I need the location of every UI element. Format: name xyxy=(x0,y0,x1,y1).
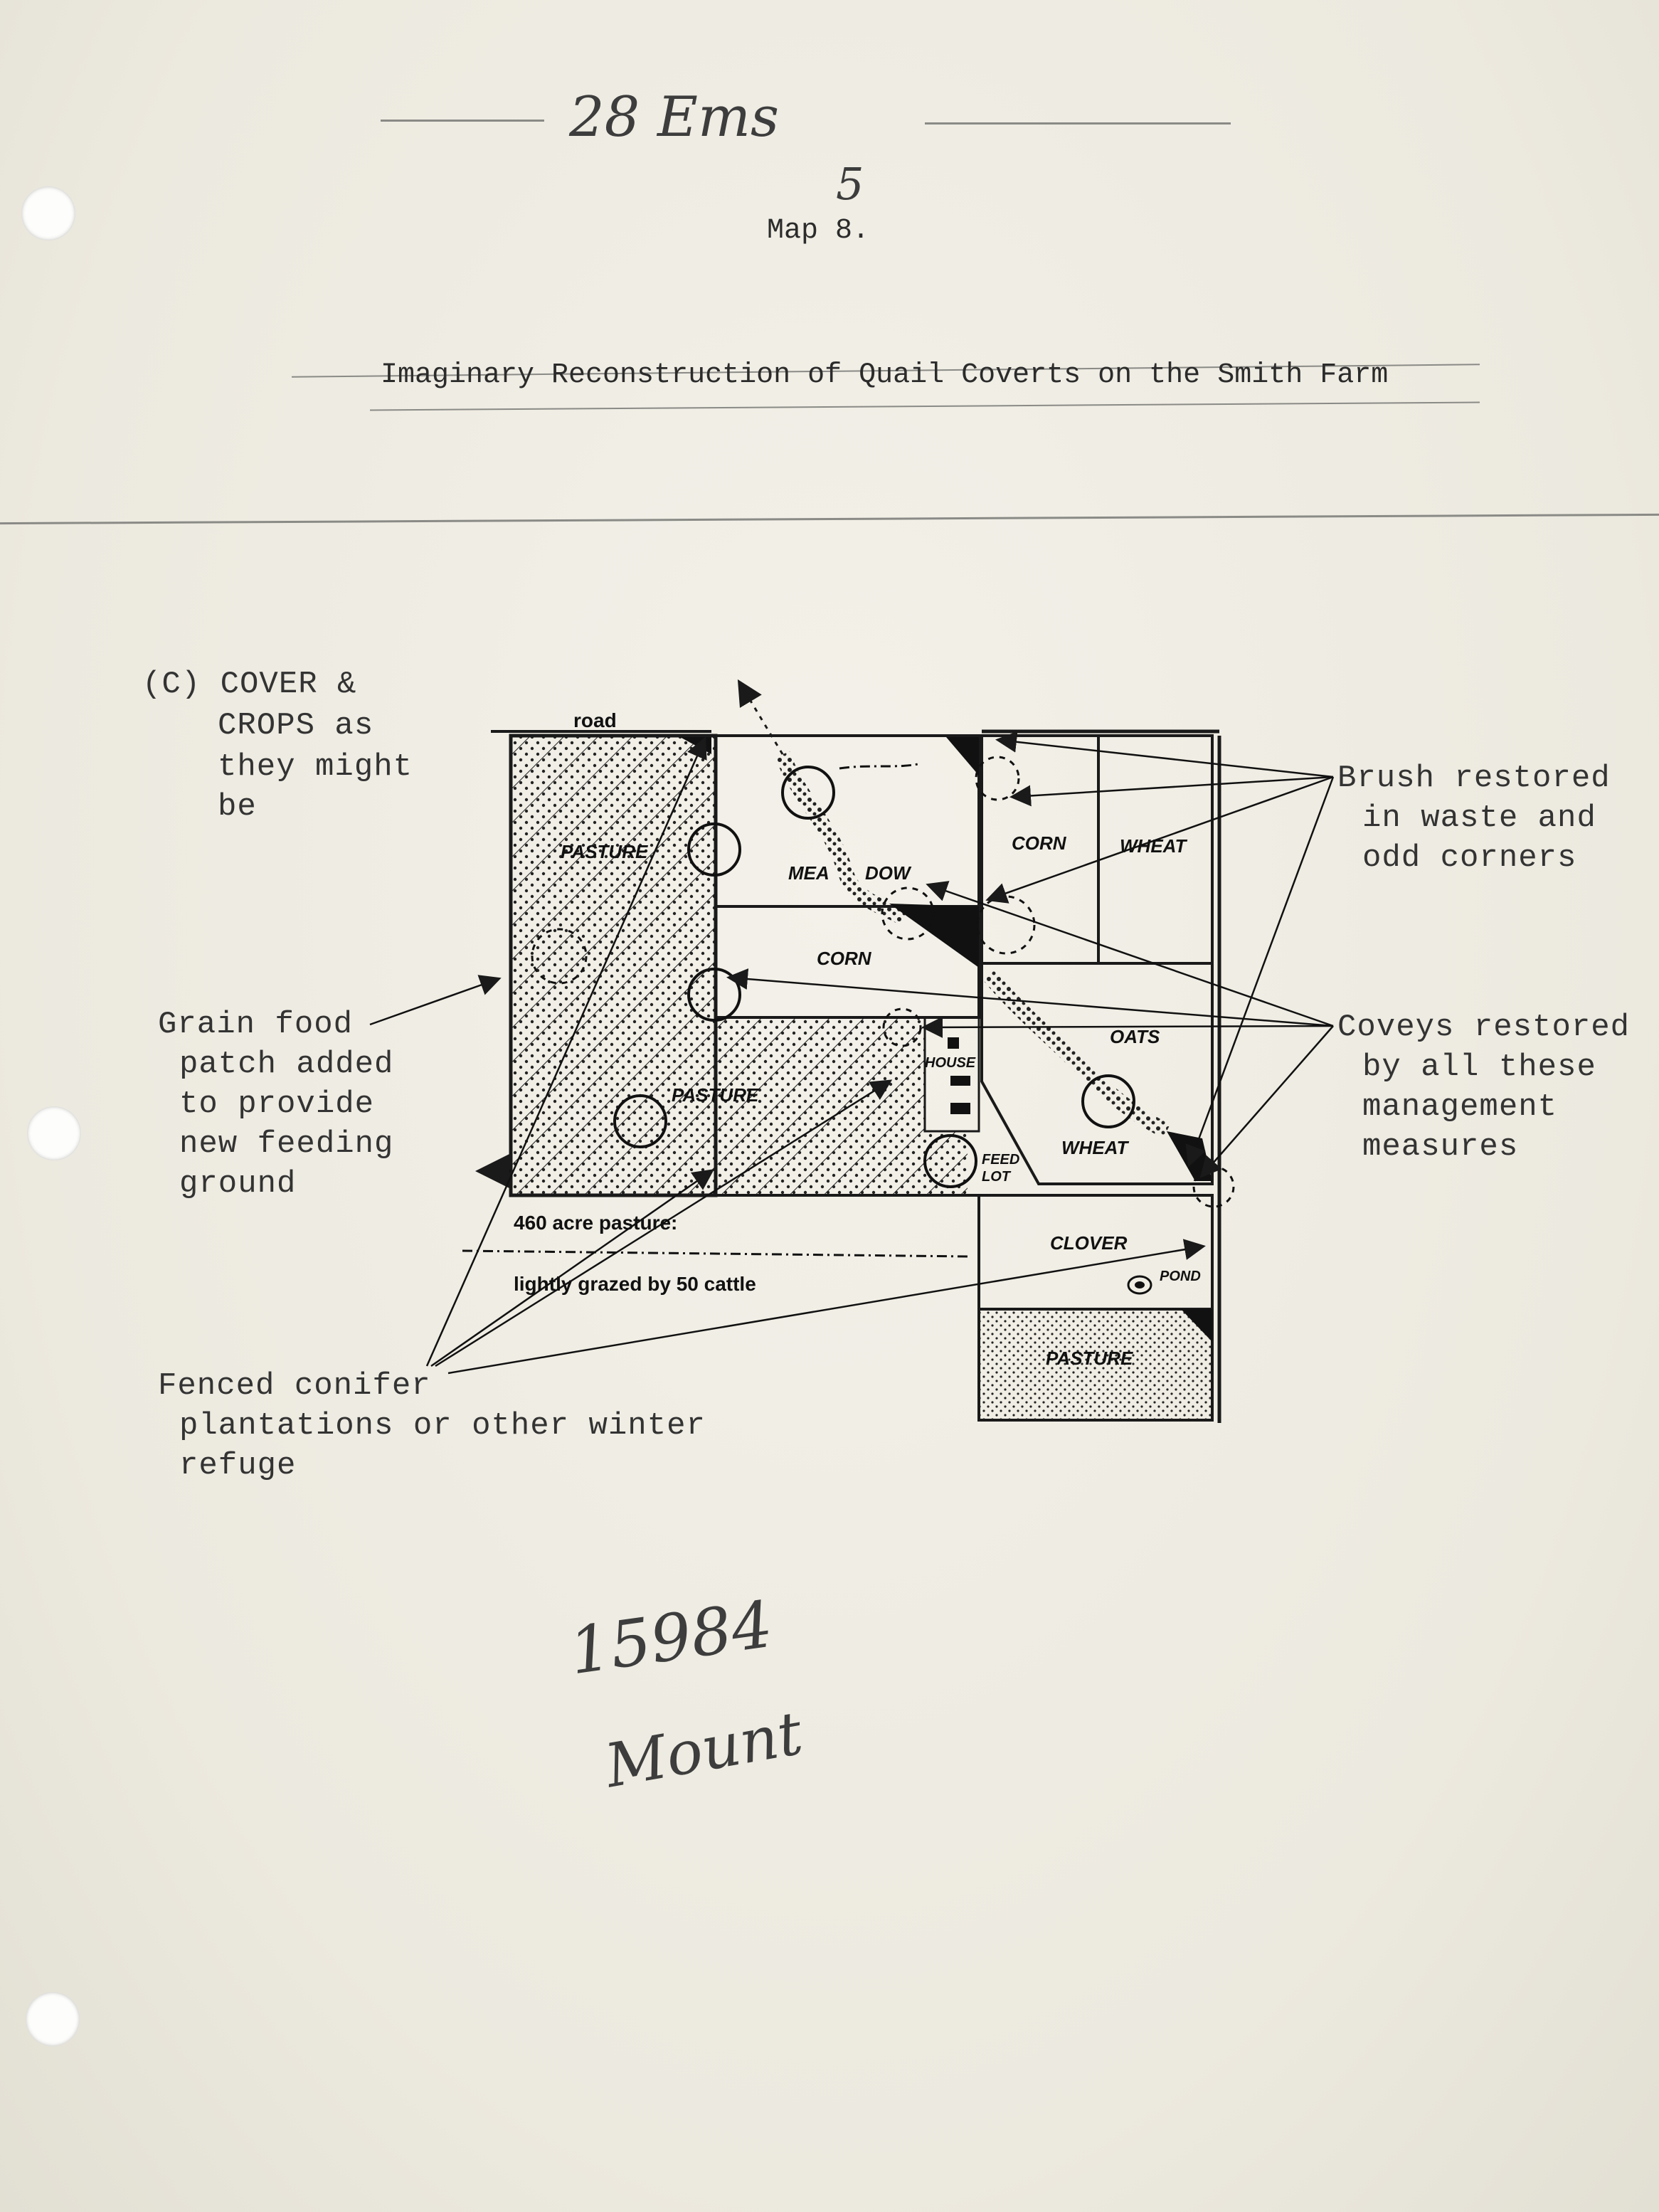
map-label-pond: POND xyxy=(1160,1269,1201,1284)
pasture-middle-area xyxy=(716,1017,968,1195)
building-2 xyxy=(950,1076,970,1086)
coveys-callout-line-1: Coveys restored xyxy=(1337,1010,1631,1045)
map-label-corn-1: CORN xyxy=(1012,832,1066,854)
map-label-corn-2: CORN xyxy=(817,948,871,969)
map-label: Map 8. xyxy=(767,215,870,247)
brush-callout-line-2: in waste and xyxy=(1362,800,1596,836)
caption-c-line-1: (C) COVER & xyxy=(142,667,357,702)
grain-callout-line-4: new feeding xyxy=(179,1126,394,1162)
map-label-pasture-3: PASTURE xyxy=(1046,1348,1133,1369)
map-label-road: road xyxy=(573,709,617,731)
map-label-meadow-1: MEA xyxy=(788,862,830,884)
caption-c-line-2: CROPS as xyxy=(218,708,374,743)
grain-callout-line-2: patch added xyxy=(179,1047,394,1082)
map-label-lot: LOT xyxy=(982,1169,1010,1185)
grain-callout-line-5: ground xyxy=(179,1166,297,1202)
pasture-left-area xyxy=(511,736,716,1195)
brush-corner-3 xyxy=(1167,1131,1212,1181)
stream xyxy=(783,754,903,918)
caption-c-line-3: they might xyxy=(218,749,413,785)
caption-c-line-4: be xyxy=(218,789,257,825)
brush-callout-line-1: Brush restored xyxy=(1337,761,1611,796)
handwritten-top-note: 28 Ems xyxy=(569,85,779,149)
map-label-wheat-1: WHEAT xyxy=(1120,835,1187,857)
handwritten-map-number: 5 xyxy=(836,158,864,210)
pond-icon xyxy=(1128,1276,1151,1293)
map-label-wheat-2: WHEAT xyxy=(1061,1137,1128,1158)
building-1 xyxy=(948,1037,959,1049)
coveys-callout-line-4: measures xyxy=(1362,1129,1519,1165)
map-label-oats: OATS xyxy=(1110,1026,1160,1047)
handwritten-bottom-number: 15984 xyxy=(565,1587,778,1690)
brush-corner-1 xyxy=(946,737,979,776)
coveys-callout-line-2: by all these xyxy=(1362,1049,1596,1085)
map-label-clover: CLOVER xyxy=(1050,1232,1128,1254)
conifer-callout-line-1: Fenced conifer xyxy=(158,1368,431,1404)
map-label-grazed: lightly grazed by 50 cattle xyxy=(514,1273,756,1295)
map-label-acre-pasture: 460 acre pasture: xyxy=(514,1212,678,1234)
building-3 xyxy=(950,1103,970,1114)
map-label-feed: FEED xyxy=(982,1152,1020,1168)
brush-callout-line-3: odd corners xyxy=(1362,840,1577,876)
document-title: Imaginary Reconstruction of Quail Coverts on the Smith Farm xyxy=(381,359,1389,391)
coveys-callout-line-3: management xyxy=(1362,1089,1558,1125)
conifer-callout-line-2: plantations or other winter xyxy=(179,1408,706,1444)
map-label-house: HOUSE xyxy=(925,1055,976,1071)
grain-callout-line-3: to provide xyxy=(179,1086,375,1122)
map-label-pasture-1: PASTURE xyxy=(561,841,648,862)
handwritten-bottom-name: Mount xyxy=(600,1698,807,1801)
map-label-pasture-2: PASTURE xyxy=(672,1084,759,1106)
conifer-callout-line-3: refuge xyxy=(179,1448,297,1483)
map-label-meadow-2: DOW xyxy=(865,862,911,884)
grain-callout-line-1: Grain food xyxy=(158,1007,354,1042)
